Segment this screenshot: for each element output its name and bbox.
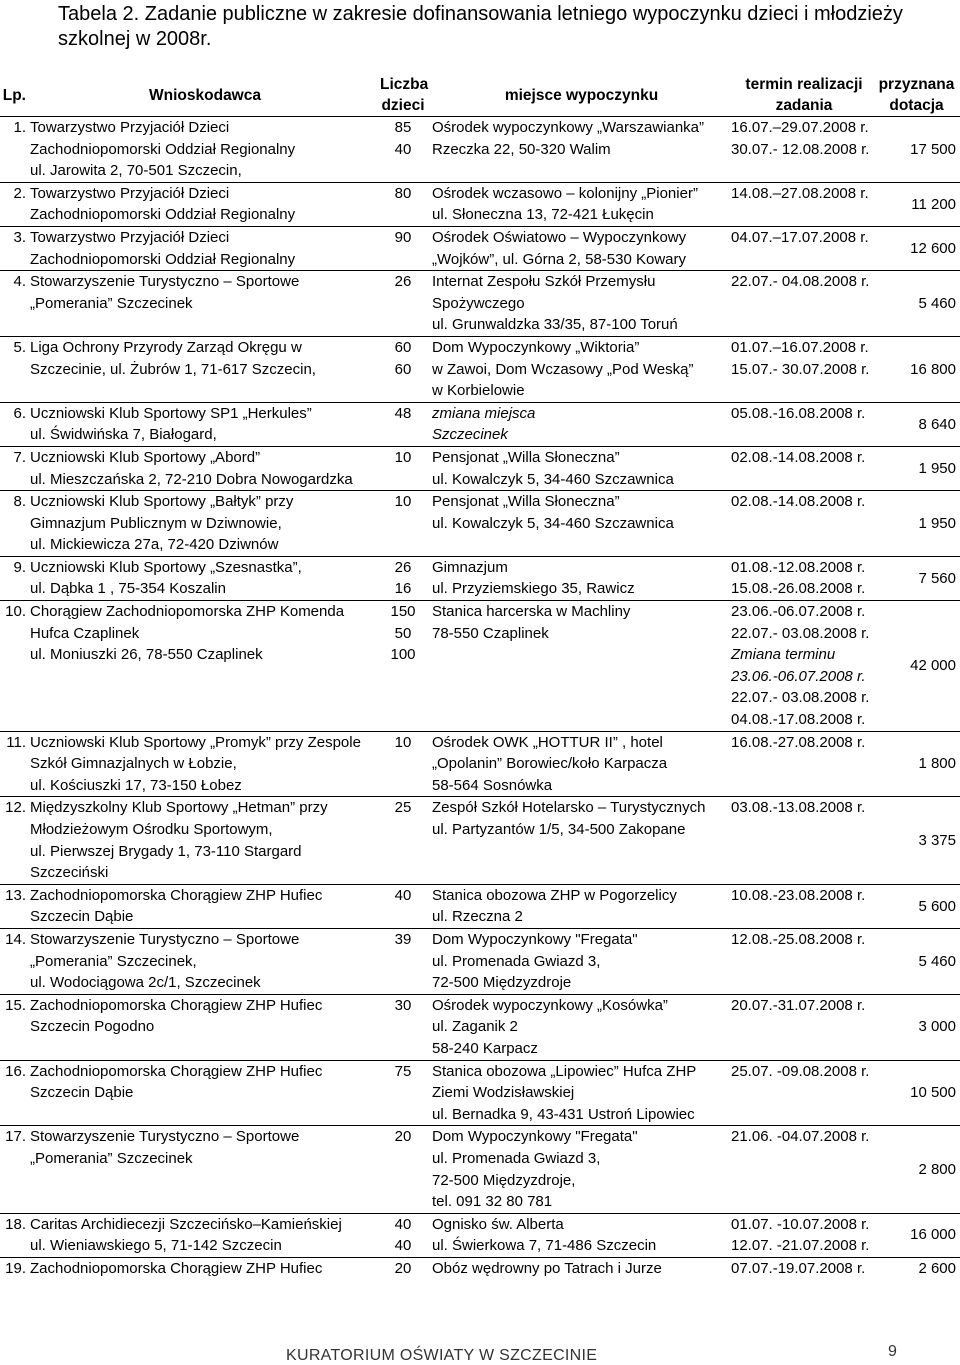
row-number: 3. (13, 228, 26, 246)
place-line: 72-500 Międzyzdroje, (432, 1171, 576, 1189)
children-count-cell (380, 227, 426, 271)
place-cell (426, 491, 731, 556)
place-line: ul. Grunwaldzka 33/35, 87-100 Toruń (432, 316, 678, 334)
applicant-line: ul. Dąbka 1 , 75-354 Koszalin (30, 580, 226, 598)
term-cell (731, 797, 877, 884)
place-line: Ośrodek Oświatowo – Wypoczynkowy (432, 228, 687, 246)
count-line: 150 (390, 603, 416, 621)
children-count-cell (380, 995, 426, 1060)
children-count-cell (380, 1061, 426, 1126)
applicant-line: Uczniowski Klub Sportowy SP1 „Herkules” (30, 404, 312, 422)
table-row (0, 1061, 960, 1126)
table-row (0, 732, 960, 797)
applicant-cell (30, 995, 380, 1060)
table-row (0, 885, 960, 929)
term-line: 23.06.-06.07.2008 r. (731, 603, 866, 621)
term-line: 16.07.–29.07.2008 r. (731, 119, 869, 136)
term-line: 02.08.-14.08.2008 r. (731, 448, 866, 466)
row-number: 8. (13, 493, 26, 511)
grant-cell: 42 000 (910, 657, 956, 675)
place-line: Pensjonat „Willa Słoneczna” (432, 493, 620, 511)
place-line: ul. Świerkowa 7, 71-486 Szczecin (432, 1237, 657, 1255)
row-number: 7. (13, 448, 26, 466)
place-line: Zespół Szkół Hotelarsko – Turystycznych (432, 799, 706, 817)
place-line: Stanica harcerska w Machliny (432, 603, 631, 621)
grant-cell: 3 375 (918, 831, 956, 849)
applicant-line: ul. Wieniawskiego 5, 71-142 Szczecin (30, 1237, 282, 1255)
term-cell (731, 403, 877, 447)
count-line: 30 (394, 996, 412, 1014)
applicant-line: Hufca Czaplinek (30, 624, 140, 642)
row-number: 14. (5, 930, 26, 948)
applicant-line: Zachodniopomorska Chorągiew ZHP Hufiec (30, 1062, 323, 1080)
applicant-line: Towarzystwo Przyjaciół Dzieci (30, 184, 230, 202)
term-line: 10.08.-23.08.2008 r. (731, 886, 866, 904)
term-line: 07.07.-19.07.2008 r. (731, 1259, 866, 1277)
term-line: 01.07.–16.07.2008 r. (731, 338, 869, 356)
applicant-cell (30, 403, 380, 447)
applicant-line: „Pomerania” Szczecinek, (30, 952, 197, 970)
children-count-cell (380, 732, 426, 797)
row-number: 1. (13, 119, 26, 136)
applicant-cell (30, 732, 380, 797)
table-row (0, 491, 960, 556)
applicant-cell (30, 183, 380, 227)
applicant-cell (30, 601, 380, 731)
place-cell (426, 183, 731, 227)
count-line: 26 (394, 558, 412, 576)
place-cell (426, 995, 731, 1060)
count-line: 40 (394, 1237, 412, 1255)
applicant-line: ul. Jarowita 2, 70-501 Szczecin, (30, 162, 242, 180)
table-title-line-2: szkolnej w 2008r. (58, 28, 212, 50)
table-row (0, 337, 960, 402)
place-line: „Opolanin” Borowiec/koło Karpacza (432, 755, 668, 773)
place-line: ul. Przyziemskiego 35, Rawicz (432, 580, 635, 598)
term-cell (731, 1214, 877, 1258)
children-count-cell (380, 1214, 426, 1258)
grant-cell: 16 000 (910, 1226, 956, 1244)
table-row (0, 1258, 960, 1280)
term-line: 02.08.-14.08.2008 r. (731, 493, 866, 511)
applicant-line: Uczniowski Klub Sportowy „Szesnastka”, (30, 558, 302, 576)
table-row (0, 183, 960, 227)
term-cell (731, 601, 877, 731)
table-row (0, 995, 960, 1060)
count-line: 20 (394, 1128, 412, 1146)
term-line: 14.08.–27.08.2008 r. (731, 184, 869, 202)
applicant-line: Międzyszkolny Klub Sportowy „Hetman” przy (30, 799, 328, 817)
applicant-line: ul. Świdwińska 7, Białogard, (30, 426, 217, 444)
children-count-cell (380, 929, 426, 994)
table-row (0, 601, 960, 731)
grant-cell: 1 950 (918, 514, 956, 532)
count-line: 25 (394, 799, 412, 817)
term-line: 23.06.-06.07.2008 r. (731, 667, 866, 685)
place-cell (426, 447, 731, 491)
place-line: 72-500 Międzyzdroje (432, 974, 572, 992)
header-lp: Lp. (0, 74, 30, 117)
place-line: Dom Wypoczynkowy „Wiktoria” (432, 338, 640, 356)
term-line: 12.08.-25.08.2008 r. (731, 930, 866, 948)
place-cell (426, 885, 731, 929)
applicant-line: Towarzystwo Przyjaciół Dzieci (30, 119, 230, 136)
row-number: 18. (5, 1215, 26, 1233)
table-row (0, 1126, 960, 1213)
grant-cell: 1 800 (918, 755, 956, 773)
grant-cell: 8 640 (918, 415, 956, 433)
place-cell (426, 403, 731, 447)
header-applicant: Wnioskodawca (30, 74, 380, 117)
grants-table (0, 74, 960, 1279)
applicant-cell (30, 337, 380, 402)
applicant-cell (30, 491, 380, 556)
place-line: Ognisko św. Alberta (432, 1215, 564, 1233)
place-line: ul. Zaganik 2 (432, 1018, 518, 1036)
applicant-line: „Pomerania” Szczecinek (30, 294, 193, 312)
place-line: ul. Kowalczyk 5, 34-460 Szczawnica (432, 470, 674, 488)
term-cell (731, 491, 877, 556)
count-line: 10 (394, 493, 412, 511)
applicant-line: Szkół Gimnazjalnych w Łobzie, (30, 755, 237, 773)
grant-cell: 11 200 (911, 195, 956, 213)
place-cell (426, 117, 731, 183)
table-header-row (0, 74, 960, 117)
children-count-cell (380, 403, 426, 447)
applicant-cell (30, 797, 380, 884)
children-count-cell (380, 1258, 426, 1280)
applicant-line: Szczecin Pogodno (30, 1018, 155, 1036)
applicant-line: Szczecin Dąbie (30, 908, 134, 926)
applicant-line: Stowarzyszenie Turystyczno – Sportowe (30, 930, 300, 948)
table-row (0, 403, 960, 447)
table-title (58, 2, 938, 52)
children-count-cell (380, 117, 426, 183)
grant-cell: 2 800 (918, 1160, 956, 1178)
term-line: 12.07. -21.07.2008 r. (731, 1237, 870, 1255)
row-number: 13. (5, 886, 26, 904)
place-line: ul. Bernadka 9, 43-431 Ustroń Lipowiec (432, 1105, 695, 1123)
place-line: Ziemi Wodzisławskiej (432, 1084, 575, 1102)
applicant-line: ul. Wodociągowa 2c/1, Szczecinek (30, 974, 261, 992)
table-row (0, 117, 960, 183)
place-cell (426, 1061, 731, 1126)
place-cell (426, 601, 731, 731)
term-cell (731, 1258, 877, 1280)
applicant-line: Zachodniopomorski Oddział Regionalny (30, 250, 296, 268)
term-cell (731, 271, 877, 336)
place-line: Stanica obozowa ZHP w Pogorzelicy (432, 886, 677, 904)
children-count-cell (380, 183, 426, 227)
header-term (731, 74, 877, 117)
header-grant (877, 74, 960, 117)
place-cell (426, 797, 731, 884)
term-cell (731, 557, 877, 601)
header-count (380, 74, 429, 117)
table-body (0, 117, 960, 1280)
term-cell (731, 1126, 877, 1213)
term-line: 30.07.- 12.08.2008 r. (731, 140, 870, 158)
place-line: 58-240 Karpacz (432, 1039, 538, 1057)
table-row (0, 557, 960, 601)
grant-cell: 12 600 (910, 239, 956, 257)
term-line: 04.07.–17.07.2008 r. (731, 228, 869, 246)
place-line: 58-564 Sosnówka (432, 776, 553, 794)
term-line: 22.07.- 04.08.2008 r. (731, 273, 870, 291)
children-count-cell (380, 885, 426, 929)
grant-cell: 16 800 (910, 360, 956, 378)
term-cell (731, 117, 877, 183)
applicant-line: ul. Mickiewicza 27a, 72-420 Dziwnów (30, 536, 279, 554)
place-cell (426, 271, 731, 336)
children-count-cell (380, 557, 426, 601)
place-line: Dom Wypoczynkowy "Fregata" (432, 1128, 638, 1146)
applicant-cell (30, 885, 380, 929)
children-count-cell (380, 797, 426, 884)
place-line: Rzeczka 22, 50-320 Walim (432, 140, 611, 158)
place-line: Gimnazjum (432, 558, 508, 576)
applicant-line: Zachodniopomorski Oddział Regionalny (30, 206, 296, 224)
term-line: 22.07.- 03.08.2008 r. (731, 624, 870, 642)
applicant-line: Towarzystwo Przyjaciół Dzieci (30, 228, 230, 246)
term-cell (731, 1061, 877, 1126)
header-term-line-1: termin realizacji (745, 76, 863, 93)
table-row (0, 271, 960, 336)
applicant-line: Zachodniopomorska Chorągiew ZHP Hufiec (30, 886, 323, 904)
term-cell (731, 183, 877, 227)
place-cell (426, 1258, 731, 1280)
place-line: „Wojków”, ul. Górna 2, 58-530 Kowary (432, 250, 686, 268)
header-count-line-1: Liczba (380, 76, 429, 93)
place-line: Ośrodek wypoczynkowy „Warszawianka” (432, 119, 705, 136)
applicant-line: Uczniowski Klub Sportowy „Promyk” przy Zespole (30, 733, 361, 751)
children-count-cell (380, 1126, 426, 1213)
grant-cell: 7 560 (918, 569, 956, 587)
term-cell (731, 447, 877, 491)
applicant-line: ul. Moniuszki 26, 78-550 Czaplinek (30, 646, 263, 664)
place-line: Ośrodek OWK „HOTTUR II” , hotel (432, 733, 663, 751)
place-cell (426, 337, 731, 402)
applicant-line: Stowarzyszenie Turystyczno – Sportowe (30, 273, 300, 291)
applicant-line: Szczecin Dąbie (30, 1084, 134, 1102)
grant-cell: 17 500 (910, 140, 956, 158)
place-line: Internat Zespołu Szkół Przemysłu (432, 273, 656, 291)
row-number: 9. (13, 558, 26, 576)
term-line: 03.08.-13.08.2008 r. (731, 799, 866, 817)
place-line: Obóz wędrowny po Tatrach i Jurze (432, 1259, 662, 1277)
place-line: Ośrodek wypoczynkowy „Kosówka” (432, 996, 668, 1014)
table-title-line-1: Tabela 2. Zadanie publiczne w zakresie dofinansowania letniego wypoczynku dzieci i młodzieży (58, 3, 903, 25)
place-line: ul. Partyzantów 1/5, 34-500 Zakopane (432, 821, 686, 838)
term-cell (731, 929, 877, 994)
place-line: ul. Promenada Gwiazd 3, (432, 952, 601, 970)
row-number: 2. (13, 184, 26, 202)
term-line: 01.08.-12.08.2008 r. (731, 558, 866, 576)
children-count-cell (380, 271, 426, 336)
count-line: 90 (394, 228, 412, 246)
header-place: miejsce wypoczynku (426, 74, 731, 117)
count-line: 10 (394, 448, 412, 466)
grant-cell: 2 600 (918, 1259, 956, 1277)
count-line: 80 (394, 184, 412, 202)
term-line: 16.08.-27.08.2008 r. (731, 733, 866, 751)
applicant-line: Zachodniopomorska Chorągiew ZHP Hufiec (30, 996, 323, 1014)
applicant-cell (30, 557, 380, 601)
place-cell (426, 1126, 731, 1213)
row-number: 17. (5, 1128, 26, 1146)
row-number: 11. (6, 733, 26, 751)
count-line: 60 (394, 338, 412, 356)
applicant-line: Uczniowski Klub Sportowy „Bałtyk” przy (30, 493, 294, 511)
row-number: 5. (13, 338, 26, 356)
grant-cell: 5 460 (918, 952, 956, 970)
count-line: 40 (394, 1215, 412, 1233)
term-line: 05.08.-16.08.2008 r. (731, 404, 866, 422)
applicant-line: Młodzieżowym Ośrodku Sportowym, (30, 821, 273, 838)
count-line: 20 (394, 1259, 412, 1277)
count-line: 26 (394, 273, 412, 291)
table-row (0, 227, 960, 271)
place-line: ul. Promenada Gwiazd 3, (432, 1149, 601, 1167)
applicant-cell (30, 227, 380, 271)
place-line: Ośrodek wczasowo – kolonijny „Pionier” (432, 184, 698, 202)
place-line: Spożywczego (432, 294, 525, 312)
applicant-cell (30, 271, 380, 336)
row-number: 19. (5, 1259, 26, 1277)
count-line: 40 (394, 140, 412, 158)
footer-organization: KURATORIUM OŚWIATY W SZCZECINIE (286, 1347, 598, 1364)
place-cell (426, 1214, 731, 1258)
row-number: 15. (5, 996, 26, 1014)
term-line: 01.07. -10.07.2008 r. (731, 1215, 870, 1233)
count-line: 39 (394, 930, 412, 948)
count-line: 75 (394, 1062, 412, 1080)
applicant-line: Zachodniopomorski Oddział Regionalny (30, 140, 296, 158)
term-cell (731, 732, 877, 797)
place-line: 78-550 Czaplinek (432, 624, 549, 642)
term-line: 21.06. -04.07.2008 r. (731, 1128, 870, 1146)
count-line: 10 (394, 733, 412, 751)
applicant-line: Caritas Archidiecezji Szczecińsko–Kamieńskiej (30, 1215, 342, 1233)
place-line: Dom Wypoczynkowy "Fregata" (432, 930, 638, 948)
term-line: 20.07.-31.07.2008 r. (731, 996, 866, 1014)
place-line: Szczecinek (432, 426, 508, 444)
term-line: 15.07.- 30.07.2008 r. (731, 360, 870, 378)
applicant-cell (30, 117, 380, 183)
place-cell (426, 732, 731, 797)
applicant-cell (30, 447, 380, 491)
applicant-line: Stowarzyszenie Turystyczno – Sportowe (30, 1128, 300, 1146)
applicant-line: ul. Kościuszki 17, 73-150 Łobez (30, 776, 242, 794)
applicant-line: Liga Ochrony Przyrody Zarząd Okręgu w (30, 338, 302, 356)
applicant-line: Chorągiew Zachodniopomorska ZHP Komenda (30, 603, 345, 621)
applicant-line: Szczecinie, ul. Żubrów 1, 71-617 Szczecin, (30, 360, 316, 378)
row-number: 4. (13, 273, 26, 291)
applicant-line: „Pomerania” Szczecinek (30, 1149, 193, 1167)
grant-cell: 10 500 (910, 1084, 956, 1102)
place-line: ul. Słoneczna 13, 72-421 Łukęcin (432, 206, 654, 224)
children-count-cell (380, 447, 426, 491)
table-row (0, 1214, 960, 1258)
header-term-line-2: zadania (775, 97, 833, 114)
term-cell (731, 227, 877, 271)
place-cell (426, 557, 731, 601)
count-line: 85 (394, 119, 412, 136)
applicant-line: Zachodniopomorska Chorągiew ZHP Hufiec (30, 1259, 323, 1277)
place-line: Pensjonat „Willa Słoneczna” (432, 448, 620, 466)
table-row (0, 797, 960, 884)
table-row (0, 929, 960, 994)
count-line: 50 (394, 624, 412, 642)
grant-cell: 1 950 (918, 459, 956, 477)
term-cell (731, 337, 877, 402)
applicant-cell (30, 1126, 380, 1213)
row-number: 10. (5, 603, 26, 621)
applicant-line: ul. Pierwszej Brygady 1, 73-110 Stargard (30, 842, 302, 860)
term-line: 04.08.-17.08.2008 r. (731, 711, 866, 729)
applicant-line: ul. Mieszczańska 2, 72-210 Dobra Nowogardzka (30, 470, 353, 488)
term-line: 25.07. -09.08.2008 r. (731, 1062, 870, 1080)
row-number: 16. (5, 1062, 26, 1080)
term-cell (731, 995, 877, 1060)
place-cell (426, 929, 731, 994)
applicant-cell (30, 1061, 380, 1126)
place-cell (426, 227, 731, 271)
table-row (0, 447, 960, 491)
count-line: 100 (390, 646, 416, 664)
applicant-line: Szczeciński (30, 864, 109, 882)
row-number: 12. (5, 799, 26, 817)
header-count-line-2: dzieci (381, 97, 425, 114)
count-line: 48 (394, 404, 412, 422)
place-line: w Zawoi, Dom Wczasowy „Pod Weską” (432, 360, 694, 378)
header-grant-line-1: przyznana (878, 76, 955, 93)
term-line: 15.08.-26.08.2008 r. (731, 580, 866, 598)
children-count-cell (380, 601, 426, 731)
grant-cell: 3 000 (918, 1018, 956, 1036)
applicant-cell (30, 1214, 380, 1258)
count-line: 60 (394, 360, 412, 378)
applicant-cell (30, 929, 380, 994)
grant-cell: 5 600 (918, 897, 956, 915)
count-line: 16 (394, 580, 412, 598)
header-grant-line-2: dotacja (889, 97, 944, 114)
count-line: 40 (394, 886, 412, 904)
place-line: tel. 091 32 80 781 (432, 1193, 553, 1211)
place-line: zmiana miejsca (432, 404, 536, 422)
page-number: 9 (888, 1343, 897, 1360)
term-cell (731, 885, 877, 929)
place-line: w Korbielowie (432, 382, 525, 400)
place-line: ul. Rzeczna 2 (432, 908, 523, 926)
children-count-cell (380, 337, 426, 402)
term-line: 22.07.- 03.08.2008 r. (731, 689, 870, 707)
place-line: Stanica obozowa „Lipowiec” Hufca ZHP (432, 1062, 697, 1080)
applicant-line: Uczniowski Klub Sportowy „Abord” (30, 448, 261, 466)
grant-cell: 5 460 (918, 294, 956, 312)
row-number: 6. (13, 404, 26, 422)
place-line: ul. Kowalczyk 5, 34-460 Szczawnica (432, 514, 674, 532)
term-line: Zmiana terminu (731, 646, 836, 664)
applicant-cell (30, 1258, 380, 1280)
children-count-cell (380, 491, 426, 556)
applicant-line: Gimnazjum Publicznym w Dziwnowie, (30, 514, 282, 532)
